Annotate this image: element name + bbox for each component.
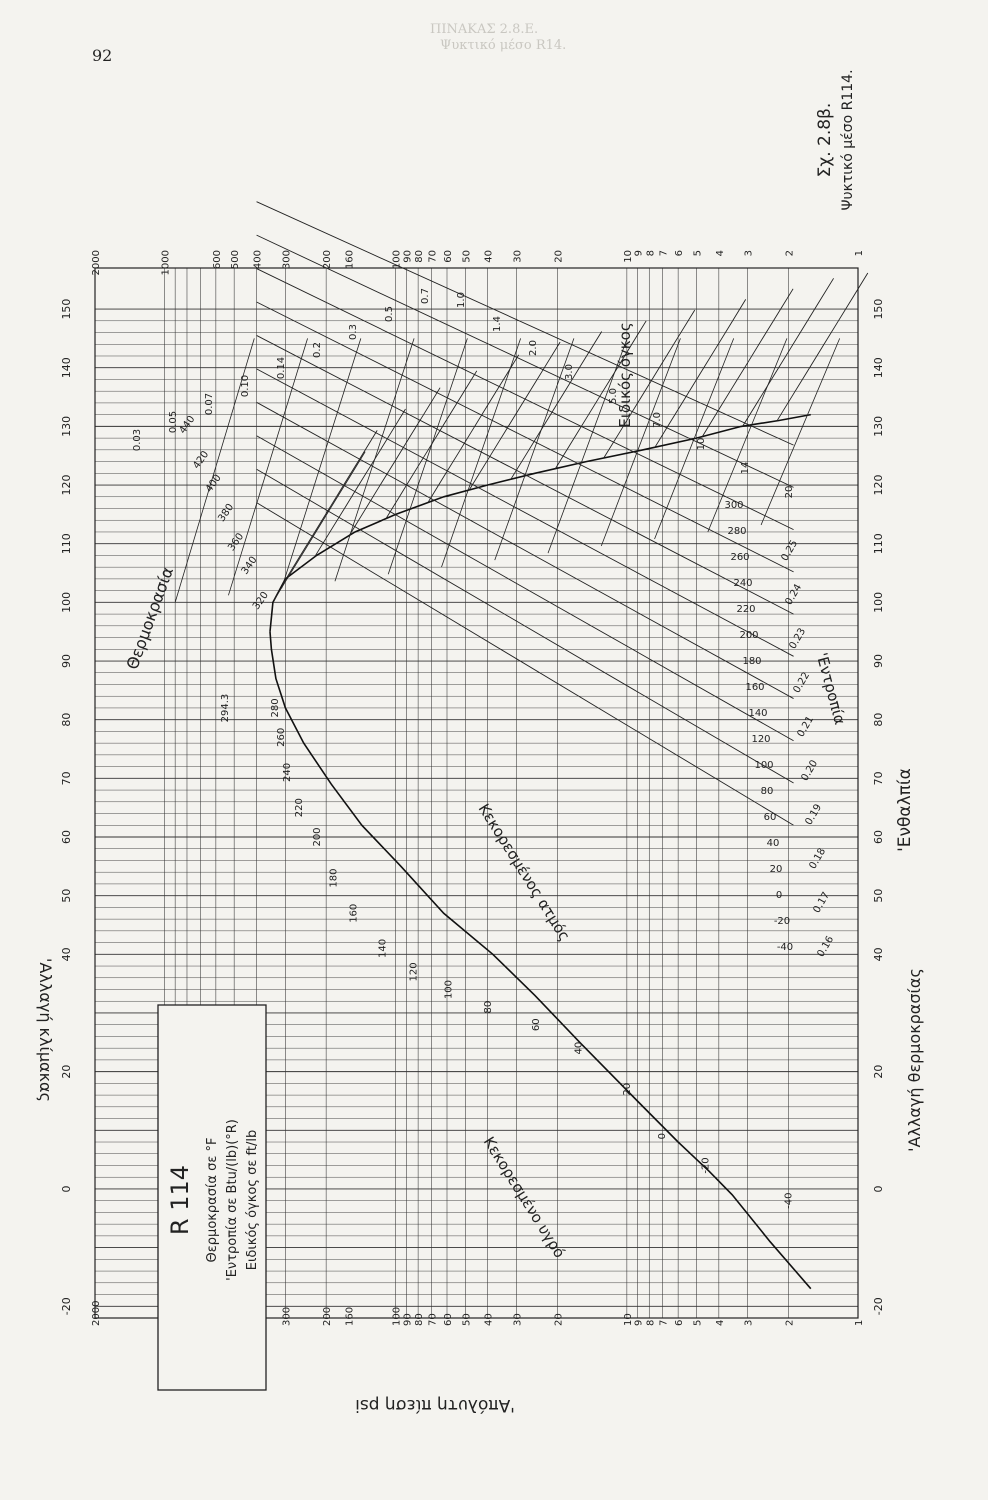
liquid-temperature-label: 280 <box>269 698 281 718</box>
superheat-temperature-label: 60 <box>763 812 777 823</box>
liquid-temperature-label: 140 <box>377 938 389 958</box>
specific-volume-value-label: 0.03 <box>132 428 143 452</box>
liquid-temperature-label: 60 <box>530 1018 542 1032</box>
pressure-tick-label-top: 7 <box>658 250 670 257</box>
superheat-temperature-label: 0 <box>775 890 783 901</box>
specific-volume-value-label: 0.3 <box>348 324 359 340</box>
entropy-line <box>257 402 794 698</box>
entropy-line <box>257 269 794 530</box>
enthalpy-tick-label-right: 140 <box>872 357 885 379</box>
entropy-value-label: 0.17 <box>811 890 833 916</box>
pressure-tick-label-bottom: 7 <box>658 1319 670 1326</box>
specific-volume-value-label: 10 <box>696 437 707 451</box>
specific-volume-value-label: 0.7 <box>420 288 431 304</box>
scale-change-left-note: 'Αλλαγή κλίμακας <box>36 958 55 1102</box>
entropy-line <box>257 235 794 487</box>
superheat-temperature-label: 180 <box>742 656 762 667</box>
liquid-temperature-label: 220 <box>294 798 306 818</box>
pressure-tick-label-top: 10 <box>622 250 634 263</box>
pressure-tick-label-bottom: 8 <box>645 1319 657 1326</box>
specific-volume-value-label: 0.05 <box>168 410 179 434</box>
specific-volume-value-label: 0.10 <box>240 374 251 398</box>
liquid-temperature-label: 160 <box>348 903 360 923</box>
superheat-isotherm <box>777 273 868 421</box>
entropy-value-label: 0.18 <box>807 846 829 872</box>
liquid-temperature-label: -20 <box>700 1157 712 1174</box>
specific-volume-value-label: 7.0 <box>652 412 663 428</box>
legend-entry: Θερμοκρασία σε °F <box>205 1137 220 1263</box>
superheat-temperature-label: -40 <box>776 942 794 953</box>
superheat-temperature-label: 200 <box>739 630 759 641</box>
pressure-tick-label-bottom: 2 <box>784 1319 796 1326</box>
liquid-temperature-label: 20 <box>621 1082 633 1096</box>
enthalpy-tick-label-right: 60 <box>872 829 885 844</box>
enthalpy-tick-label-right: 90 <box>872 654 885 669</box>
pressure-tick-label-top: 4 <box>714 250 726 257</box>
pressure-tick-label-top: 5 <box>692 250 704 257</box>
pressure-tick-label-bottom: 300 <box>281 1306 293 1326</box>
legend-entry: Ειδικός όγκος σε ft/lb <box>245 1129 260 1271</box>
specific-volume-value-label: 5.0 <box>608 388 619 404</box>
chart-title: R 114 <box>166 1164 194 1236</box>
specific-volume-line <box>441 338 520 567</box>
scale-change-bottom-note: 'Αλλαγή θερμοκρασίας <box>905 968 924 1152</box>
saturated-liquid-curve <box>270 632 811 1289</box>
entropy-value-label: 0.22 <box>791 670 813 696</box>
enthalpy-tick-label-left: 110 <box>60 533 73 555</box>
legend-entry: 'Εντροπία σε Btu/(lb)(°R) <box>225 1119 240 1281</box>
pressure-tick-label-top: 20 <box>553 250 565 263</box>
pressure-tick-label-top: 500 <box>230 250 242 270</box>
vapor-temperature-label: 320 <box>251 589 271 612</box>
pressure-tick-label-bottom: 1 <box>854 1319 865 1326</box>
entropy-line <box>257 302 794 572</box>
pressure-tick-label-top: 200 <box>322 250 334 270</box>
vapor-temperature-label: 360 <box>226 531 247 554</box>
pressure-tick-label-bottom: 3 <box>743 1319 755 1326</box>
specific-volume-value-label: 1.0 <box>456 292 467 308</box>
pressure-tick-label-bottom: 20 <box>553 1313 565 1326</box>
superheat-temperature-label: 280 <box>727 526 747 537</box>
liquid-temperature-label: 0 <box>657 1132 669 1140</box>
enthalpy-tick-label-right: 50 <box>872 888 885 903</box>
specific-volume-curve-name: Ειδικός όγκος <box>616 322 634 428</box>
pressure-tick-label-bottom: 80 <box>414 1313 426 1326</box>
page-number: 92 <box>92 46 113 65</box>
enthalpy-tick-label-left: 20 <box>60 1064 73 1079</box>
enthalpy-tick-label-right: 150 <box>872 298 885 320</box>
pressure-tick-label-bottom: 50 <box>461 1313 473 1326</box>
enthalpy-tick-label-left: 120 <box>60 474 73 496</box>
enthalpy-tick-label-left: 140 <box>60 357 73 379</box>
superheat-temperature-label: 260 <box>730 552 750 563</box>
entropy-line <box>257 202 794 445</box>
chart-legend <box>158 1005 266 1390</box>
enthalpy-tick-label-left: 60 <box>60 829 73 844</box>
entropy-value-label: 0.23 <box>787 626 809 652</box>
superheat-temperature-label: 100 <box>754 760 774 771</box>
liquid-temperature-label: 260 <box>275 727 287 747</box>
enthalpy-tick-label-left: 150 <box>60 298 73 320</box>
superheat-temperature-label: 120 <box>751 734 771 745</box>
specific-volume-value-label: 20 <box>784 485 795 499</box>
pressure-tick-label-bottom: 5 <box>692 1319 704 1326</box>
pressure-tick-label-top: 300 <box>281 250 293 270</box>
enthalpy-tick-label-right: 70 <box>872 771 885 786</box>
specific-volume-value-label: 0.07 <box>204 392 215 416</box>
pressure-tick-label-top: 60 <box>442 250 454 263</box>
vapor-temperature-label: 400 <box>203 472 224 495</box>
critical-point-label: 294.3 <box>220 693 231 723</box>
entropy-value-label: 0.16 <box>815 934 837 960</box>
pressure-tick-label-top: 90 <box>402 250 414 263</box>
superheat-isotherm <box>274 452 365 600</box>
enthalpy-tick-label-right: 40 <box>872 947 885 962</box>
figure-caption-label: Σχ. 2.8β. <box>815 102 835 178</box>
superheat-temperature-label: -20 <box>773 916 791 927</box>
superheat-isotherm <box>315 409 406 557</box>
specific-volume-value-label: 2.0 <box>528 340 539 356</box>
saturated-vapor-curve <box>270 415 811 632</box>
x-axis-title: 'Ενθαλπία <box>895 768 915 852</box>
pressure-tick-label-bottom: 160 <box>344 1306 356 1326</box>
pressure-tick-label-top: 400 <box>252 250 264 270</box>
pressure-tick-label-top: 70 <box>427 250 439 263</box>
enthalpy-tick-label-right: 20 <box>872 1064 885 1079</box>
specific-volume-value-label: 1.4 <box>492 316 503 332</box>
pressure-tick-label-top: 50 <box>461 250 473 263</box>
pressure-tick-label-top: 30 <box>512 250 524 263</box>
pressure-tick-label-top: 1000 <box>160 250 172 276</box>
pressure-tick-label-top: 3 <box>743 250 755 257</box>
pressure-tick-label-top: 600 <box>211 250 223 270</box>
pressure-tick-label-top: 2 <box>784 250 796 257</box>
specific-volume-value-label: 0.2 <box>312 342 323 358</box>
pressure-tick-label-top: 8 <box>645 250 657 257</box>
liquid-temperature-label: 240 <box>282 762 294 783</box>
specific-volume-value-label: 0.5 <box>384 306 395 322</box>
liquid-temperature-label: 120 <box>408 962 420 982</box>
faint-header-2: Ψυκτικό μέσο R14. <box>440 38 567 53</box>
enthalpy-tick-label-right: 110 <box>872 533 885 555</box>
enthalpy-tick-label-left: -20 <box>60 1297 73 1316</box>
enthalpy-tick-label-left: 70 <box>60 771 73 786</box>
superheat-temperature-label: 160 <box>745 682 765 693</box>
pressure-tick-label-top: 40 <box>483 250 495 263</box>
pressure-tick-label-top: 9 <box>633 250 645 257</box>
y-axis-title: 'Απόλυτη πίεση psi <box>355 1395 515 1415</box>
specific-volume-line <box>335 338 414 581</box>
enthalpy-tick-label-left: 50 <box>60 888 73 903</box>
superheat-isotherm <box>655 299 746 447</box>
pressure-tick-label-bottom: 200 <box>322 1306 334 1326</box>
pressure-tick-label-top: 80 <box>414 250 426 263</box>
liquid-temperature-label: 200 <box>312 827 324 847</box>
vapor-temperature-label: 340 <box>239 554 260 577</box>
vapor-temperature-label: 380 <box>216 501 237 524</box>
entropy-value-label: 0.20 <box>799 758 821 784</box>
saturated-vapor-curve-name: Κεκορεσμένος ατμός <box>474 800 574 945</box>
pressure-tick-label-bottom: 10 <box>622 1313 634 1326</box>
specific-volume-value-label: 3.0 <box>564 364 575 380</box>
pressure-tick-label-bottom: 9 <box>633 1319 645 1326</box>
superheat-temperature-label: 220 <box>736 604 756 615</box>
entropy-value-label: 0.19 <box>803 802 825 828</box>
specific-volume-value-label: 0.14 <box>276 356 287 380</box>
pressure-tick-label-top: 100 <box>391 250 403 270</box>
enthalpy-tick-label-right: 100 <box>872 591 885 613</box>
faint-header-1: ΠΙΝΑΚΑΣ 2.8.Ε. <box>430 22 539 37</box>
superheat-temperature-label: 140 <box>748 708 768 719</box>
vapor-temperature-label: 440 <box>177 413 198 436</box>
specific-volume-value-label: 14 <box>740 461 751 475</box>
entropy-curve-name: 'Εντροπία <box>812 650 850 727</box>
liquid-temperature-label: 100 <box>443 979 455 1000</box>
liquid-temperature-label: 40 <box>573 1041 585 1055</box>
figure-caption-text: Ψυκτικό μέσο R114. <box>840 69 856 211</box>
specific-volume-line <box>282 338 361 588</box>
pressure-tick-label-bottom: 60 <box>442 1313 454 1326</box>
superheat-temperature-label: 20 <box>769 864 783 875</box>
pressure-tick-label-bottom: 70 <box>427 1313 439 1326</box>
enthalpy-tick-label-left: 0 <box>60 1185 73 1193</box>
pressure-tick-label-bottom: 100 <box>391 1306 403 1326</box>
pressure-tick-label-bottom: 40 <box>483 1313 495 1326</box>
enthalpy-tick-label-right: 130 <box>872 415 885 437</box>
liquid-temperature-label: 180 <box>328 868 340 888</box>
enthalpy-tick-label-right: 120 <box>872 474 885 496</box>
pressure-tick-label-bottom: 90 <box>402 1313 414 1326</box>
specific-volume-line <box>655 338 734 539</box>
superheat-temperature-label: 300 <box>724 500 744 511</box>
liquid-temperature-label: -40 <box>783 1192 795 1209</box>
pressure-tick-label-top: 1 <box>854 250 865 257</box>
entropy-value-label: 0.25 <box>779 538 801 564</box>
enthalpy-tick-label-right: -20 <box>872 1297 885 1316</box>
enthalpy-tick-label-right: 0 <box>872 1185 885 1193</box>
pressure-tick-label-top: 160 <box>344 250 356 270</box>
entropy-line <box>257 436 794 741</box>
pressure-tick-label-bottom: 2000 <box>91 1300 102 1326</box>
superheat-isotherm <box>511 332 602 480</box>
superheat-temperature-label: 240 <box>733 578 753 589</box>
pressure-tick-label-top: 6 <box>674 250 686 257</box>
enthalpy-tick-label-left: 90 <box>60 654 73 669</box>
entropy-value-label: 0.24 <box>783 582 805 608</box>
specific-volume-line <box>495 338 574 560</box>
enthalpy-tick-label-left: 100 <box>60 591 73 613</box>
pressure-tick-label-bottom: 30 <box>512 1313 524 1326</box>
superheat-temperature-label: 80 <box>760 786 774 797</box>
pressure-tick-label-bottom: 6 <box>674 1319 686 1326</box>
vapor-temperature-label: 420 <box>191 449 212 472</box>
entropy-value-label: 0.21 <box>795 714 817 740</box>
superheat-isotherm <box>286 430 377 578</box>
pressure-tick-label-bottom: 4 <box>714 1319 726 1326</box>
enthalpy-tick-label-right: 80 <box>872 712 885 727</box>
enthalpy-tick-label-left: 80 <box>60 712 73 727</box>
temperature-curve-name: Θερμοκρασία <box>122 564 178 672</box>
enthalpy-tick-label-left: 130 <box>60 415 73 437</box>
enthalpy-tick-label-left: 40 <box>60 947 73 962</box>
entropy-line <box>257 469 794 783</box>
pressure-tick-label-top: 2000 <box>91 250 102 276</box>
superheat-temperature-label: 40 <box>766 838 780 849</box>
entropy-line <box>257 503 794 826</box>
liquid-temperature-label: 80 <box>482 1000 494 1014</box>
saturated-liquid-curve-name: Κεκορεσμένο υγρό <box>479 1133 569 1262</box>
